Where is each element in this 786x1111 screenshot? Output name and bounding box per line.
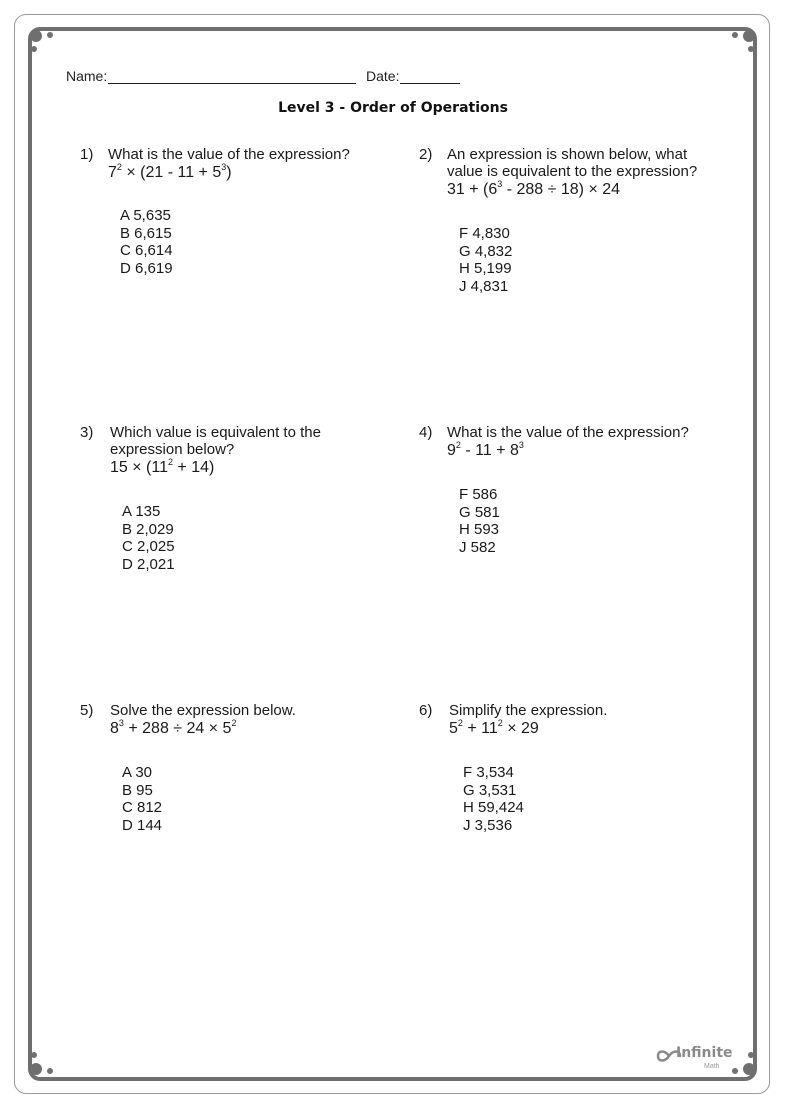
answer-choice[interactable]: G 3,531 xyxy=(463,781,517,799)
question-expression: $8^3 + 288 \div 24 \times 5^2$ xyxy=(110,718,237,737)
answer-choice[interactable]: H 59,424 xyxy=(463,799,524,816)
question-number: 4) xyxy=(419,424,433,441)
answer-choice[interactable]: G 581 xyxy=(459,503,500,521)
corner-dot-icon xyxy=(732,32,738,38)
infinite-math-logo xyxy=(656,1045,736,1077)
corner-dot-icon xyxy=(743,30,755,42)
answer-choices xyxy=(122,764,162,834)
answer-choice[interactable]: H 5,199 xyxy=(459,260,512,277)
answer-choice[interactable]: F 4,830 xyxy=(459,225,510,242)
answer-choice[interactable]: A 5,635 xyxy=(120,207,171,224)
question-body xyxy=(447,146,717,199)
answer-choice[interactable]: B 2,029 xyxy=(122,520,174,538)
answer-choice[interactable]: B 95 xyxy=(122,781,153,799)
question-body xyxy=(110,424,380,477)
logo-subtitle: Math xyxy=(704,1063,720,1070)
question-number: 2) xyxy=(419,146,433,163)
corner-dot-icon xyxy=(743,1063,755,1075)
date-field[interactable] xyxy=(400,83,460,84)
name-label: Name: xyxy=(66,68,108,84)
answer-choices xyxy=(463,764,524,834)
question-number: 3) xyxy=(80,424,94,441)
name-field[interactable] xyxy=(108,83,356,84)
answer-choices xyxy=(459,486,500,556)
corner-dot-icon xyxy=(47,1068,53,1074)
answer-choice[interactable]: J 4,831 xyxy=(459,277,509,295)
answer-choices xyxy=(122,503,175,573)
question-expression: $5^2 + 11^2 \times 29$ xyxy=(449,718,539,737)
answer-choices xyxy=(459,225,512,295)
answer-choice[interactable]: B 6,615 xyxy=(120,224,172,242)
answer-choice[interactable]: H 593 xyxy=(459,521,500,538)
question-expression: $7^2 \times (21 - 11 + 5^3)$ xyxy=(108,162,232,181)
question-body xyxy=(110,702,380,738)
question-body xyxy=(108,146,378,182)
question-prompt: An expression is shown below, what value is equivalent to the expression? xyxy=(447,146,698,180)
answer-choice[interactable]: J 582 xyxy=(459,538,496,556)
answer-choice[interactable]: D 2,021 xyxy=(122,555,175,573)
question-body xyxy=(449,702,719,738)
answer-choice[interactable]: F 586 xyxy=(459,486,498,503)
corner-dot-icon xyxy=(30,1063,42,1075)
question-prompt: Solve the expression below. xyxy=(110,702,296,719)
page-title: Level 3 - Order of Operations xyxy=(278,100,508,116)
answer-choice[interactable]: F 3,534 xyxy=(463,764,514,781)
question-number: 6) xyxy=(419,702,433,719)
corner-dot-icon xyxy=(30,30,42,42)
question-prompt: What is the value of the expression? xyxy=(447,424,689,441)
answer-choice[interactable]: A 30 xyxy=(122,764,153,781)
corner-dot-icon xyxy=(31,46,37,52)
corner-dot-icon xyxy=(748,46,754,52)
answer-choice[interactable]: C 812 xyxy=(122,799,163,816)
question-number: 1) xyxy=(80,146,94,163)
answer-choice[interactable]: D 6,619 xyxy=(120,259,173,277)
logo-brand: Infinite xyxy=(676,1045,733,1061)
answer-choice[interactable]: C 6,614 xyxy=(120,242,173,259)
question-prompt: What is the value of the expression? xyxy=(108,146,350,163)
corner-dot-icon xyxy=(47,32,53,38)
corner-dot-icon xyxy=(748,1052,754,1058)
corner-dot-icon xyxy=(31,1052,37,1058)
question-expression: $15 \times (11^2 + 14)$ xyxy=(110,457,215,476)
question-prompt: Which value is equivalent to the expression below? xyxy=(110,424,321,458)
question-prompt: Simplify the expression. xyxy=(449,702,608,719)
answer-choice[interactable]: G 4,832 xyxy=(459,242,513,260)
question-expression: $31 + (6^3 - 288 \div 18) \times 24$ xyxy=(447,179,621,198)
answer-choice[interactable]: C 2,025 xyxy=(122,538,175,555)
question-number: 5) xyxy=(80,702,94,719)
question-body xyxy=(447,424,717,460)
answer-choices xyxy=(120,207,173,277)
answer-choice[interactable]: D 144 xyxy=(122,816,163,834)
question-expression: $9^2 - 11 + 8^3$ xyxy=(447,440,524,459)
answer-choice[interactable]: A 135 xyxy=(122,503,161,520)
answer-choice[interactable]: J 3,536 xyxy=(463,816,513,834)
date-label: Date: xyxy=(366,68,400,84)
